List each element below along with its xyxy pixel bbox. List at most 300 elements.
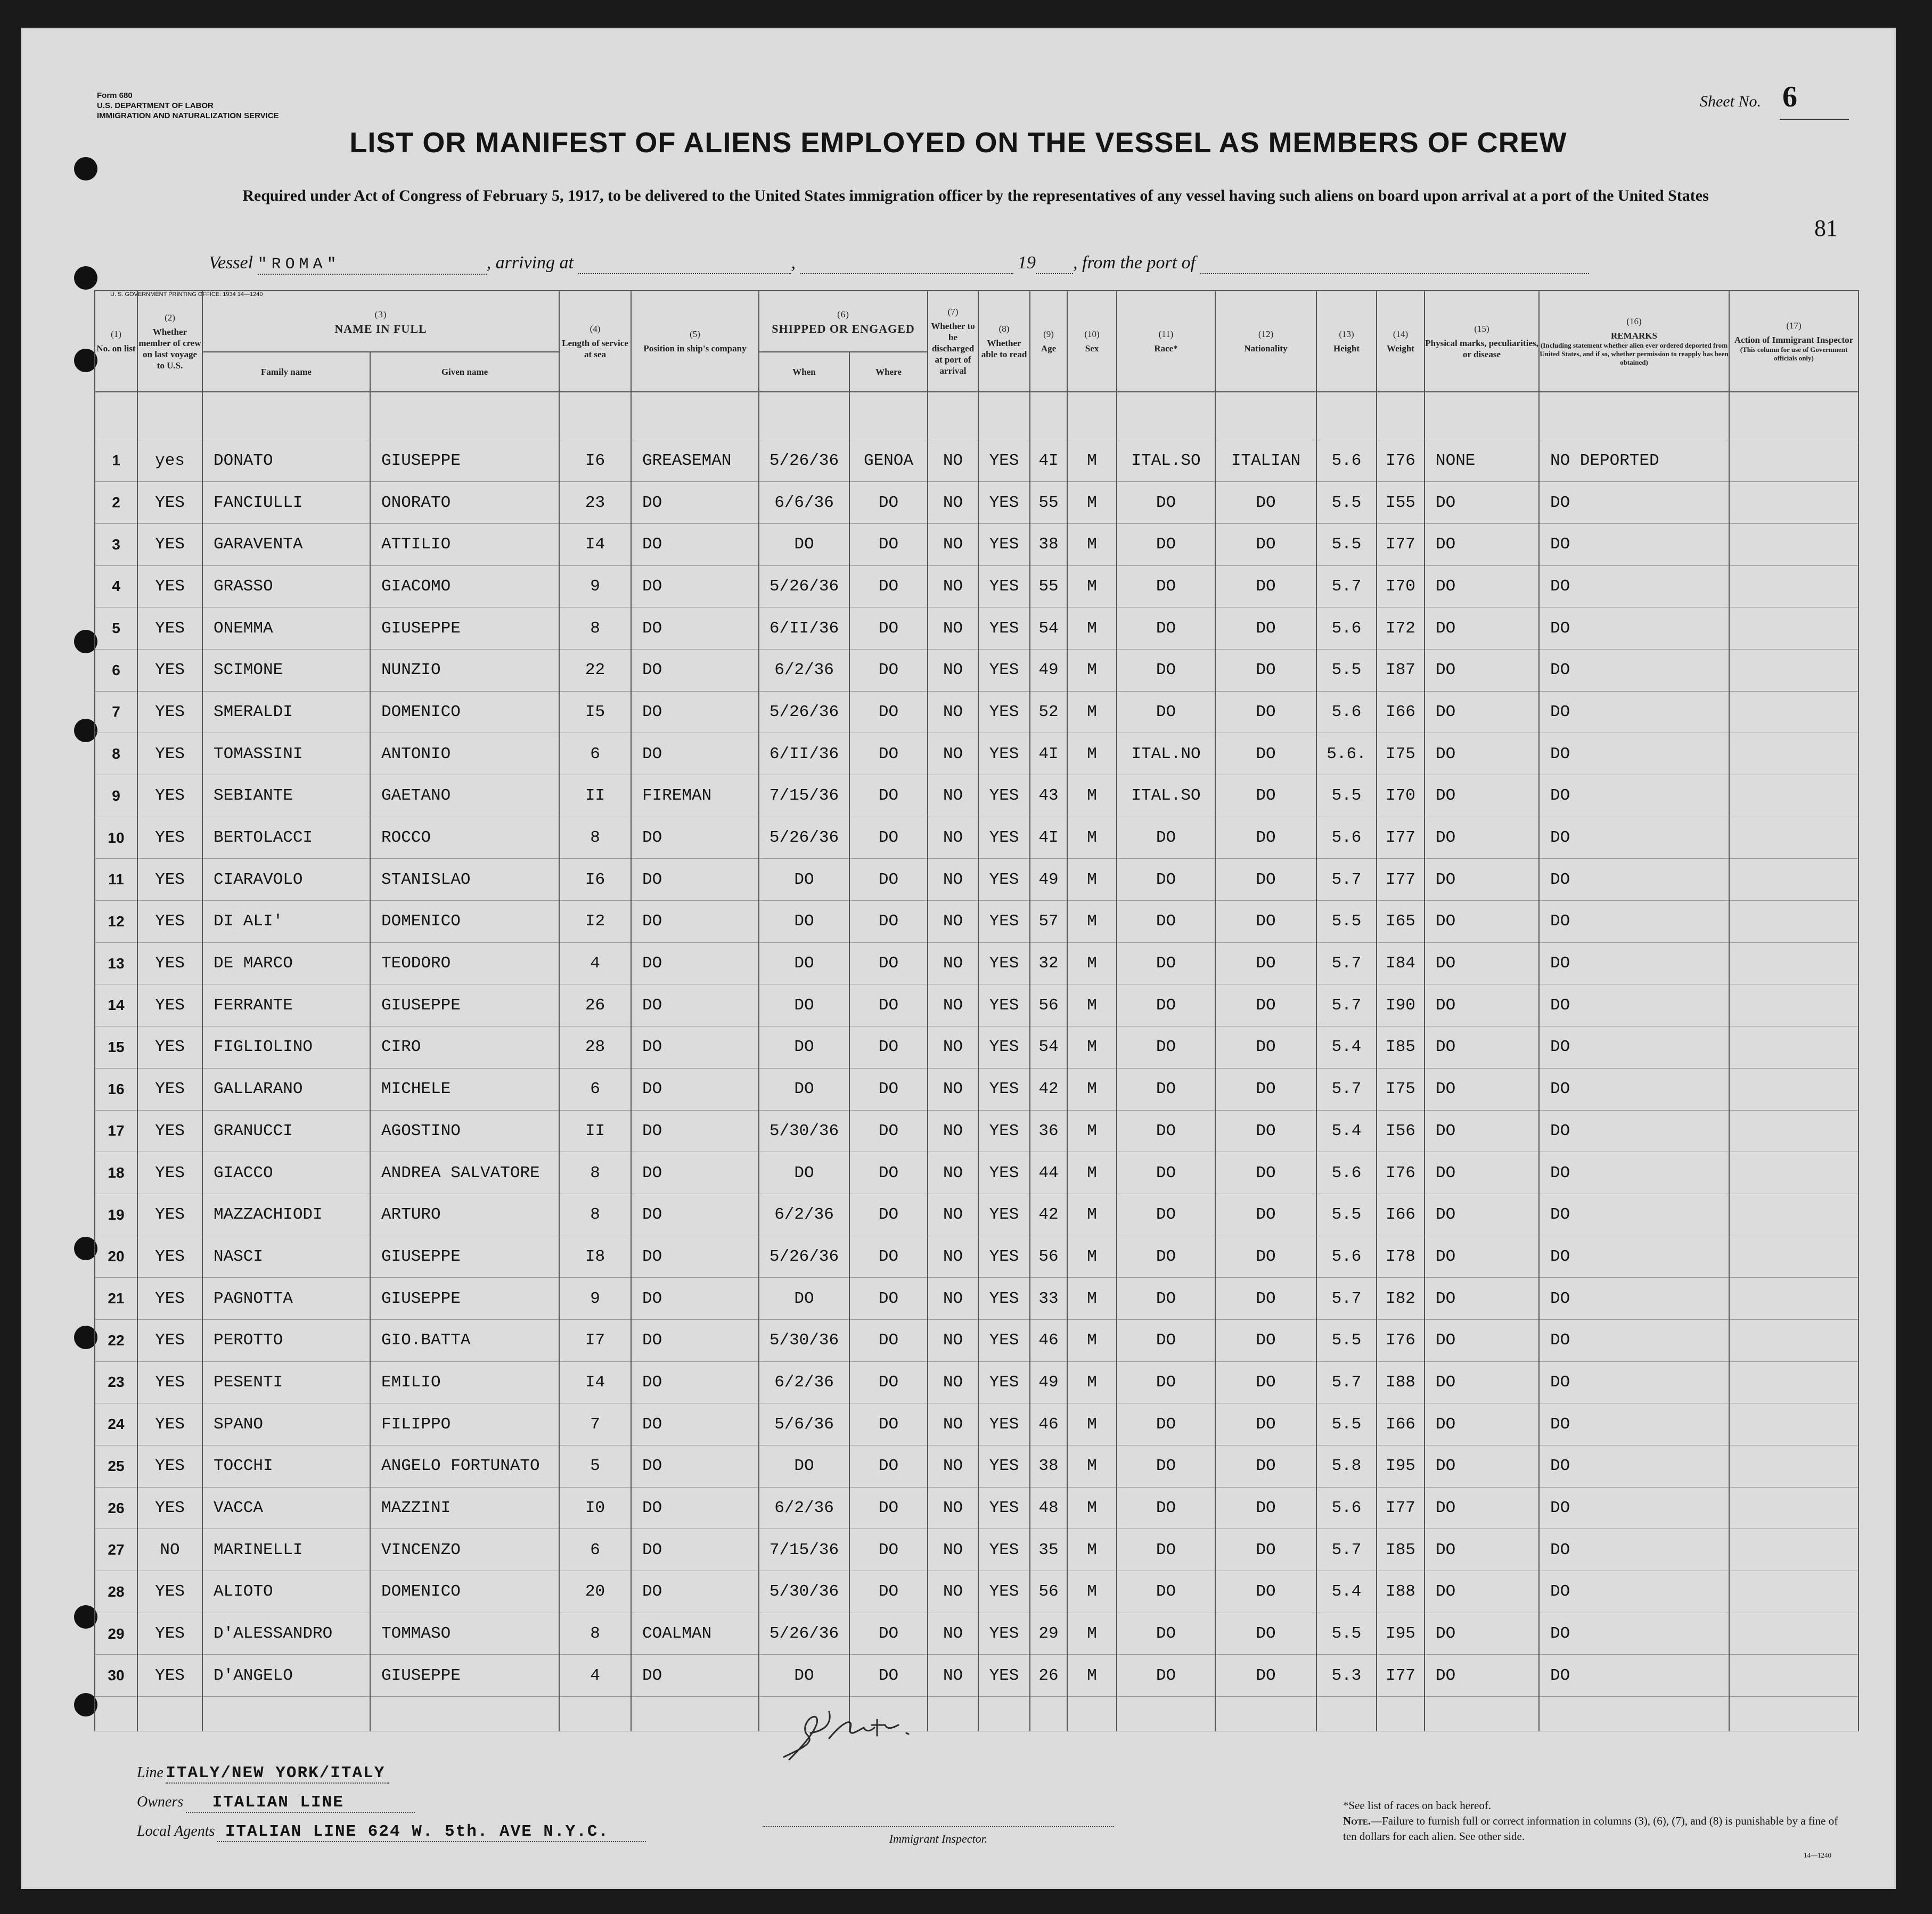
cell-shipped-when: DO [759, 901, 849, 943]
cell-inspector-action [1729, 817, 1859, 859]
cell-inspector-action [1729, 1445, 1859, 1488]
cell-inspector-action [1729, 440, 1859, 482]
cell-given-name: ATTILIO [370, 523, 559, 565]
cell-able-to-read: YES [978, 1110, 1030, 1152]
owners-field [186, 1793, 415, 1813]
cell-nationality: DO [1215, 482, 1316, 524]
cell-age: 46 [1030, 1403, 1067, 1445]
cell-shipped-where: DO [849, 817, 928, 859]
cell-height: 5.7 [1316, 1068, 1377, 1110]
cell-discharged: NO [928, 1403, 978, 1445]
page-number: 81 [1814, 215, 1838, 241]
sheet-number [1700, 80, 1797, 114]
cell-shipped-when: DO [759, 1445, 849, 1488]
cell-service-years: 8 [559, 817, 631, 859]
table-row [95, 691, 1859, 733]
cell-age: 54 [1030, 607, 1067, 650]
cell-service-years: I6 [559, 859, 631, 901]
cell-no: 27 [95, 1529, 137, 1571]
cell-inspector-action [1729, 482, 1859, 524]
cell-sex: M [1067, 1445, 1117, 1488]
cell-age: 55 [1030, 482, 1067, 524]
cell-service-years: I5 [559, 691, 631, 733]
cell-age: 42 [1030, 1194, 1067, 1236]
cell-service-years: 8 [559, 1194, 631, 1236]
cell-remarks: DO [1539, 901, 1729, 943]
cell-physical-marks: DO [1425, 1613, 1539, 1655]
cell-shipped-when: 5/26/36 [759, 691, 849, 733]
cell-no: 15 [95, 1026, 137, 1069]
cell-service-years: 5 [559, 1445, 631, 1488]
cell-given-name: GIO.BATTA [370, 1319, 559, 1361]
cell-no: 8 [95, 733, 137, 775]
cell-shipped-where: DO [849, 649, 928, 691]
cell-remarks: DO [1539, 817, 1729, 859]
cell-age: 33 [1030, 1278, 1067, 1320]
cell-shipped-where: DO [849, 1571, 928, 1613]
cell-age: 4I [1030, 817, 1067, 859]
cell-weight: I88 [1377, 1571, 1425, 1613]
cell-sex: M [1067, 901, 1117, 943]
cell-position: DO [631, 1026, 759, 1069]
cell-given-name: ANGELO FORTUNATO [370, 1445, 559, 1488]
cell-able-to-read: YES [978, 1487, 1030, 1529]
cell-age: 32 [1030, 942, 1067, 984]
cell-position: DO [631, 1403, 759, 1445]
cell-position: DO [631, 482, 759, 524]
cell-position: DO [631, 1529, 759, 1571]
cell-age: 56 [1030, 1236, 1067, 1278]
cell-shipped-where: DO [849, 1655, 928, 1697]
year-field [1036, 253, 1073, 274]
cell-service-years: 20 [559, 1571, 631, 1613]
cell-remarks: DO [1539, 1110, 1729, 1152]
cell-no: 30 [95, 1655, 137, 1697]
cell-discharged: NO [928, 607, 978, 650]
cell-sex: M [1067, 1152, 1117, 1194]
cell-able-to-read: YES [978, 1319, 1030, 1361]
cell-weight: I85 [1377, 1529, 1425, 1571]
column-header-age: (9) Age [1030, 291, 1067, 392]
cell-family-name: PEROTTO [202, 1319, 370, 1361]
cell-service-years: 26 [559, 984, 631, 1026]
cell-shipped-when: DO [759, 984, 849, 1026]
cell-discharged: NO [928, 1487, 978, 1529]
document-subtitle: Required under Act of Congress of February 5, 1917, to be delivered to the United States immigration officer by the representatives of any vessel having such aliens on board upon arrival at a port of the United States [242, 187, 1709, 204]
cell-height: 5.5 [1316, 1403, 1377, 1445]
cell-no: 6 [95, 649, 137, 691]
agents-label: Local Agents [137, 1823, 215, 1839]
cell-sex: M [1067, 649, 1117, 691]
cell-position: DO [631, 1110, 759, 1152]
cell-member-last-voyage: YES [137, 1319, 202, 1361]
table-row [95, 1655, 1859, 1697]
cell-inspector-action [1729, 984, 1859, 1026]
cell-height: 5.5 [1316, 1194, 1377, 1236]
cell-physical-marks: DO [1425, 1068, 1539, 1110]
cell-nationality: DO [1215, 691, 1316, 733]
cell-nationality: DO [1215, 1571, 1316, 1613]
cell-shipped-where: DO [849, 1236, 928, 1278]
cell-no: 25 [95, 1445, 137, 1488]
cell-member-last-voyage: YES [137, 1361, 202, 1403]
cell-physical-marks: DO [1425, 1194, 1539, 1236]
column-header-no: (1) No. on list [95, 291, 137, 392]
cell-service-years: 6 [559, 1068, 631, 1110]
cell-race: DO [1117, 1068, 1215, 1110]
cell-member-last-voyage: YES [137, 942, 202, 984]
cell-weight: I95 [1377, 1445, 1425, 1488]
cell-discharged: NO [928, 859, 978, 901]
cell-discharged: NO [928, 1236, 978, 1278]
cell-weight: I82 [1377, 1278, 1425, 1320]
cell-inspector-action [1729, 901, 1859, 943]
cell-discharged: NO [928, 1026, 978, 1069]
cell-physical-marks: DO [1425, 565, 1539, 607]
line-field [166, 1764, 389, 1784]
cell-family-name: CIARAVOLO [202, 859, 370, 901]
table-row [95, 901, 1859, 943]
inspector-signature [779, 1706, 917, 1768]
cell-nationality: DO [1215, 817, 1316, 859]
cell-discharged: NO [928, 1152, 978, 1194]
cell-service-years: I4 [559, 523, 631, 565]
table-row [95, 1613, 1859, 1655]
cell-age: 49 [1030, 859, 1067, 901]
cell-no: 20 [95, 1236, 137, 1278]
cell-race: DO [1117, 1194, 1215, 1236]
cell-position: DO [631, 1194, 759, 1236]
cell-given-name: MICHELE [370, 1068, 559, 1110]
cell-position: DO [631, 1236, 759, 1278]
cell-height: 5.7 [1316, 1361, 1377, 1403]
cell-height: 5.4 [1316, 1026, 1377, 1069]
cell-race: DO [1117, 1613, 1215, 1655]
cell-given-name: TEODORO [370, 942, 559, 984]
cell-remarks: DO [1539, 1487, 1729, 1529]
cell-position: DO [631, 1319, 759, 1361]
cell-sex: M [1067, 440, 1117, 482]
cell-age: 54 [1030, 1026, 1067, 1069]
cell-able-to-read: YES [978, 607, 1030, 650]
cell-no: 1 [95, 440, 137, 482]
cell-nationality: DO [1215, 942, 1316, 984]
cell-nationality: DO [1215, 565, 1316, 607]
cell-family-name: FERRANTE [202, 984, 370, 1026]
cell-height: 5.7 [1316, 1529, 1377, 1571]
line-label: Line [137, 1764, 163, 1781]
cell-physical-marks: DO [1425, 859, 1539, 901]
cell-height: 5.5 [1316, 1613, 1377, 1655]
cell-shipped-when: 6/2/36 [759, 649, 849, 691]
cell-given-name: EMILIO [370, 1361, 559, 1403]
cell-remarks: DO [1539, 1278, 1729, 1320]
line-value: ITALY/NEW YORK/ITALY [166, 1764, 386, 1782]
cell-family-name: ALIOTO [202, 1571, 370, 1613]
cell-service-years: I7 [559, 1319, 631, 1361]
cell-nationality: DO [1215, 1361, 1316, 1403]
arriving-field [578, 253, 791, 274]
cell-inspector-action [1729, 691, 1859, 733]
footnote [1343, 1798, 1854, 1844]
cell-nationality: DO [1215, 1487, 1316, 1529]
cell-inspector-action [1729, 1278, 1859, 1320]
cell-family-name: DE MARCO [202, 942, 370, 984]
cell-shipped-when: 5/26/36 [759, 1236, 849, 1278]
cell-family-name: GRANUCCI [202, 1110, 370, 1152]
cell-shipped-when: 5/26/36 [759, 817, 849, 859]
cell-service-years: 8 [559, 607, 631, 650]
cell-able-to-read: YES [978, 565, 1030, 607]
cell-no: 17 [95, 1110, 137, 1152]
cell-weight: I85 [1377, 1026, 1425, 1069]
owners-value: ITALIAN LINE [212, 1793, 344, 1812]
table-row [95, 1278, 1859, 1320]
column-header-physical-marks: (15) Physical marks, peculiarities, or disease [1425, 291, 1539, 392]
cell-sex: M [1067, 775, 1117, 817]
cell-physical-marks: DO [1425, 942, 1539, 984]
cell-shipped-when: 5/30/36 [759, 1110, 849, 1152]
cell-family-name: PESENTI [202, 1361, 370, 1403]
cell-race: DO [1117, 1026, 1215, 1069]
cell-no: 9 [95, 775, 137, 817]
cell-physical-marks: DO [1425, 1278, 1539, 1320]
cell-physical-marks: DO [1425, 1110, 1539, 1152]
cell-age: 42 [1030, 1068, 1067, 1110]
cell-race: DO [1117, 1571, 1215, 1613]
cell-age: 43 [1030, 775, 1067, 817]
cell-discharged: NO [928, 1655, 978, 1697]
cell-physical-marks: DO [1425, 1529, 1539, 1571]
cell-remarks: DO [1539, 649, 1729, 691]
cell-service-years: 9 [559, 1278, 631, 1320]
cell-sex: M [1067, 691, 1117, 733]
cell-discharged: NO [928, 1319, 978, 1361]
cell-height: 5.4 [1316, 1571, 1377, 1613]
table-row [95, 1152, 1859, 1194]
cell-discharged: NO [928, 1068, 978, 1110]
vessel-name-field [258, 253, 487, 275]
cell-shipped-where: DO [849, 733, 928, 775]
cell-shipped-where: DO [849, 775, 928, 817]
table-row [95, 607, 1859, 650]
cell-sex: M [1067, 607, 1117, 650]
cell-weight: I77 [1377, 859, 1425, 901]
cell-sex: M [1067, 859, 1117, 901]
form-code: Form 680 U.S. DEPARTMENT OF LABOR IMMIGRATION AND NATURALIZATION SERVICE [97, 91, 279, 120]
cell-no: 16 [95, 1068, 137, 1110]
cell-member-last-voyage: yes [137, 440, 202, 482]
cell-sex: M [1067, 1068, 1117, 1110]
cell-physical-marks: DO [1425, 1655, 1539, 1697]
cell-able-to-read: YES [978, 1236, 1030, 1278]
cell-family-name: DI ALI' [202, 901, 370, 943]
cell-able-to-read: YES [978, 1278, 1030, 1320]
cell-discharged: NO [928, 482, 978, 524]
cell-inspector-action [1729, 1613, 1859, 1655]
cell-no: 24 [95, 1403, 137, 1445]
cell-no: 10 [95, 817, 137, 859]
cell-weight: I75 [1377, 1068, 1425, 1110]
cell-sex: M [1067, 984, 1117, 1026]
cell-nationality: DO [1215, 1194, 1316, 1236]
cell-shipped-where: DO [849, 1529, 928, 1571]
year-label: 19 [1018, 253, 1036, 273]
cell-weight: I76 [1377, 1152, 1425, 1194]
cell-weight: I78 [1377, 1236, 1425, 1278]
table-row [95, 942, 1859, 984]
cell-member-last-voyage: YES [137, 1110, 202, 1152]
cell-physical-marks: DO [1425, 775, 1539, 817]
cell-able-to-read: YES [978, 1026, 1030, 1069]
cell-position: DO [631, 859, 759, 901]
cell-physical-marks: DO [1425, 984, 1539, 1026]
cell-height: 5.7 [1316, 1278, 1377, 1320]
cell-race: DO [1117, 901, 1215, 943]
cell-able-to-read: YES [978, 1613, 1030, 1655]
cell-service-years: II [559, 775, 631, 817]
column-header-family-name: Family name [202, 352, 370, 392]
column-header-remarks: (16) REMARKS (Including statement whether alien ever ordered deported from United States, and if so, whether permission to reapply has been obtained) [1539, 291, 1729, 392]
sheet-number-underline [1780, 119, 1849, 120]
cell-family-name: FIGLIOLINO [202, 1026, 370, 1069]
cell-shipped-where: DO [849, 565, 928, 607]
punch-hole [74, 266, 97, 290]
cell-given-name: GIUSEPPE [370, 1278, 559, 1320]
cell-family-name: BERTOLACCI [202, 817, 370, 859]
cell-remarks: DO [1539, 1026, 1729, 1069]
cell-nationality: DO [1215, 901, 1316, 943]
cell-member-last-voyage: YES [137, 1487, 202, 1529]
cell-weight: I66 [1377, 1403, 1425, 1445]
cell-discharged: NO [928, 691, 978, 733]
cell-shipped-where: DO [849, 1361, 928, 1403]
cell-inspector-action [1729, 649, 1859, 691]
cell-remarks: DO [1539, 1445, 1729, 1488]
cell-no: 23 [95, 1361, 137, 1403]
cell-weight: I72 [1377, 607, 1425, 650]
column-header-read: (8) Whether able to read [978, 291, 1030, 392]
column-header-service: (4) Length of service at sea [559, 291, 631, 392]
cell-no: 29 [95, 1613, 137, 1655]
cell-able-to-read: YES [978, 817, 1030, 859]
cell-remarks: DO [1539, 984, 1729, 1026]
cell-nationality: DO [1215, 607, 1316, 650]
cell-shipped-where: GENOA [849, 440, 928, 482]
cell-shipped-when: DO [759, 1278, 849, 1320]
cell-height: 5.6 [1316, 1152, 1377, 1194]
cell-member-last-voyage: YES [137, 775, 202, 817]
cell-remarks: DO [1539, 1571, 1729, 1613]
column-header-race: (11) Race* [1117, 291, 1215, 392]
cell-member-last-voyage: YES [137, 1445, 202, 1488]
cell-remarks: DO [1539, 482, 1729, 524]
cell-remarks: DO [1539, 1361, 1729, 1403]
cell-given-name: NUNZIO [370, 649, 559, 691]
cell-no: 19 [95, 1194, 137, 1236]
cell-remarks: DO [1539, 1152, 1729, 1194]
cell-nationality: DO [1215, 1278, 1316, 1320]
cell-age: 48 [1030, 1487, 1067, 1529]
cell-physical-marks: DO [1425, 523, 1539, 565]
table-row [95, 984, 1859, 1026]
cell-physical-marks: DO [1425, 1236, 1539, 1278]
cell-shipped-when: 5/30/36 [759, 1319, 849, 1361]
cell-race: DO [1117, 1403, 1215, 1445]
cell-race: ITAL.SO [1117, 775, 1215, 817]
cell-height: 5.5 [1316, 1319, 1377, 1361]
column-header-inspector-action: (17) Action of Immigrant Inspector (This column for use of Government officials only) [1729, 291, 1859, 392]
cell-family-name: SCIMONE [202, 649, 370, 691]
cell-inspector-action [1729, 1529, 1859, 1571]
cell-given-name: GIUSEPPE [370, 1655, 559, 1697]
table-row [95, 1319, 1859, 1361]
cell-member-last-voyage: YES [137, 733, 202, 775]
cell-sex: M [1067, 1236, 1117, 1278]
cell-member-last-voyage: YES [137, 1068, 202, 1110]
cell-sex: M [1067, 1487, 1117, 1529]
cell-shipped-where: DO [849, 607, 928, 650]
cell-weight: I95 [1377, 1613, 1425, 1655]
cell-no: 11 [95, 859, 137, 901]
cell-shipped-when: 5/6/36 [759, 1403, 849, 1445]
cell-height: 5.6 [1316, 1236, 1377, 1278]
cell-position: DO [631, 649, 759, 691]
cell-given-name: GIACOMO [370, 565, 559, 607]
cell-inspector-action [1729, 1152, 1859, 1194]
cell-shipped-when: DO [759, 942, 849, 984]
cell-race: ITAL.SO [1117, 440, 1215, 482]
cell-shipped-where: DO [849, 1110, 928, 1152]
cell-inspector-action [1729, 1110, 1859, 1152]
table-row [95, 1236, 1859, 1278]
cell-nationality: DO [1215, 1068, 1316, 1110]
cell-shipped-when: 6/2/36 [759, 1361, 849, 1403]
agents-field [217, 1822, 646, 1842]
sheet-number-value: 6 [1782, 80, 1797, 113]
cell-nationality: DO [1215, 1110, 1316, 1152]
cell-able-to-read: YES [978, 859, 1030, 901]
cell-physical-marks: DO [1425, 482, 1539, 524]
cell-family-name: FANCIULLI [202, 482, 370, 524]
cell-position: DO [631, 565, 759, 607]
cell-race: DO [1117, 1319, 1215, 1361]
cell-able-to-read: YES [978, 733, 1030, 775]
header-spacer-row [95, 392, 1859, 440]
cell-member-last-voyage: YES [137, 691, 202, 733]
cell-race: ITAL.NO [1117, 733, 1215, 775]
cell-height: 5.7 [1316, 942, 1377, 984]
cell-family-name: GARAVENTA [202, 523, 370, 565]
cell-discharged: NO [928, 1361, 978, 1403]
table-row [95, 859, 1859, 901]
cell-age: 55 [1030, 565, 1067, 607]
cell-shipped-when: 7/15/36 [759, 775, 849, 817]
cell-race: DO [1117, 649, 1215, 691]
cell-shipped-where: DO [849, 859, 928, 901]
cell-age: 36 [1030, 1110, 1067, 1152]
cell-race: DO [1117, 607, 1215, 650]
cell-position: DO [631, 1571, 759, 1613]
vessel-line: Vessel "ROMA" , arriving at , 19 , from the port of [209, 253, 1589, 275]
column-header-sex: (10) Sex [1067, 291, 1117, 392]
cell-family-name: GRASSO [202, 565, 370, 607]
cell-shipped-where: DO [849, 1445, 928, 1488]
cell-service-years: 4 [559, 942, 631, 984]
cell-no: 4 [95, 565, 137, 607]
cell-nationality: DO [1215, 984, 1316, 1026]
table-row [95, 649, 1859, 691]
